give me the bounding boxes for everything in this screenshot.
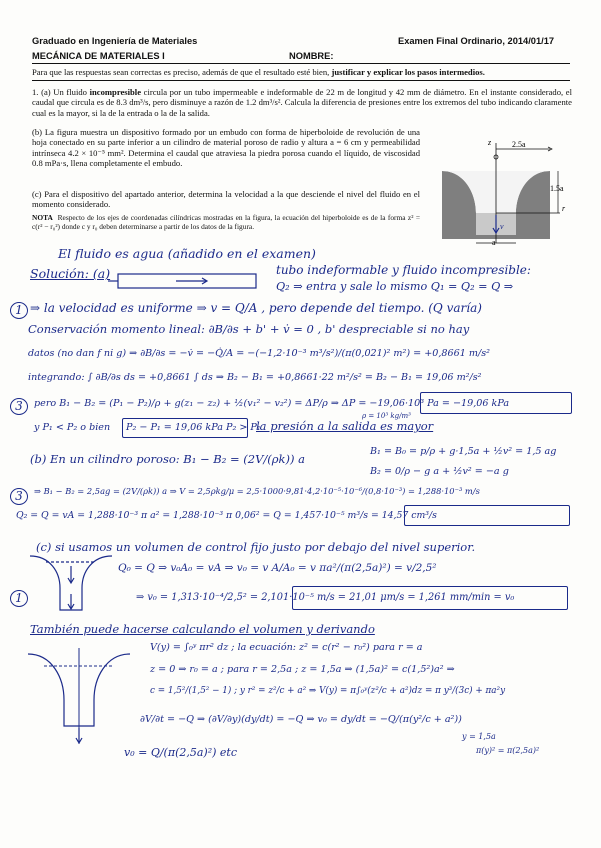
hw-line-12: ⇒ B₁ − B₂ = 2,5ag = (2V/(ρk)) a ⇒ V = 2,5ρkg/μ = 2,5·1000·9,81·4,2·10⁻⁵·10⁻⁶/(0,8·10⁻³) = 1,288·10⁻³ m/s — [34, 486, 480, 496]
instructions-rule — [32, 80, 570, 81]
part-b-statement: (b) La figura muestra un dispositivo formado por un embudo con forma de hiperboloide de revolución de una hoja conectado en su parte inferior a un cilindro de material poroso de radio y altura a = 6 cm y permeabilidad intrínseca 4.2 × 10⁻⁵ mm². Determina el caudal que atraviesa la piedra porosa cuando el líquido, de viscosidad 0.8 mPa·s, llena completamente el embudo. — [32, 127, 420, 168]
funnel-figure — [436, 135, 571, 245]
hw-line-13: Q₂ = Q = vA = 1,288·10⁻³ π a² = 1,288·10⁻³ π 0,06² = Q = 1,457·10⁻⁵ m³/s = 14,57 cm³/s — [16, 510, 437, 521]
hw-line-16: ⇒ v₀ = 1,313·10⁻⁴/2,5² = 2,101·10⁻⁵ m/s = 21,01 μm/s = 1,261 mm/min = v₀ — [136, 592, 515, 603]
note-label: NOTA — [32, 213, 53, 222]
result-box-a — [420, 392, 572, 414]
hw-line-11: B₂ = 0/ρ − g a + ½v² = −a g — [370, 466, 509, 477]
hw-line-3: Q₂ ⇒ entra y sale lo mismo Q₁ = Q₂ = Q ⇒ — [276, 280, 514, 293]
result-box-a2 — [122, 418, 248, 438]
part-a-prefix: 1. (a) Un fluido — [32, 87, 90, 97]
hw-line-6: datos (no dan f ni g) ⇒ ∂B/∂s = −v̇ = −Q̇/A = −(−1,2·10⁻³ m³/s²)/(π(0,021)² m²) = +0,8661 m/s² — [28, 348, 490, 359]
course-title: MECÁNICA DE MATERIALES I — [32, 51, 165, 61]
hw-line-22b: π(y)² = π(2,5a)² — [476, 746, 540, 755]
hw-line-21: ∂V/∂t = −Q ⇒ (∂V/∂y)(dy/dt) = −Q ⇒ v₀ = dy/dt = −Q/(π(y²/c + a²)) — [140, 714, 462, 725]
circled-mark-4: 1 — [10, 590, 28, 607]
axis-z-label: z — [488, 138, 492, 147]
dim-top-label: 2.5a — [512, 140, 526, 149]
hw-line-21b: y = 1,5a — [462, 732, 496, 741]
instructions-bold: justificar y explicar los pasos intermedios. — [331, 67, 485, 77]
dim-bottom-label: a — [492, 238, 496, 245]
circled-mark-2: 3 — [10, 398, 28, 415]
part-c-statement: (c) Para el dispositivo del apartado anterior, determina la velocidad a la que desciende el nivel del fluido en el momento considerado. — [32, 189, 420, 210]
exam-title: Examen Final Ordinario, 2014/01/17 — [398, 36, 555, 46]
instructions — [32, 67, 572, 77]
instructions-text: Para que las respuestas sean correctas es preciso, además de que el resultado esté bien, — [32, 67, 332, 77]
hw-line-5: Conservación momento lineal: ∂B/∂s + b' + v̇ = 0 , b' despreciable si no hay — [28, 322, 470, 336]
hw-line-18: V(y) = ∫₀ʸ πr² dz ; la ecuación: z² = c(r² − r₀²) para r = a — [150, 642, 423, 653]
hw-line-10a: (b) En un cilindro poroso: B₁ − B₂ = (2V/(ρk)) a — [30, 452, 305, 466]
hw-line-10b: B₁ = B₀ = p/ρ + g·1,5a + ½v² = 1,5 ag — [370, 446, 557, 457]
degree-title: Graduado en Ingeniería de Materiales — [32, 36, 198, 46]
part-a-text: circula por un tubo impermeable e indeformable de 22 m de longitud y 42 mm de diámetro. En el instante considerado, el caudal que circula es de 8.3 dm³/s, pero disminuye a razón de 1.2 dm³/s². Calcula la diferencia de presiones entre los extremos del tubo indicando claramente cual es la mayor, si la de la entrada o la de la salida. — [32, 87, 573, 118]
circled-mark-1: 1 — [10, 302, 28, 319]
hw-line-14: (c) si usamos un volumen de control fijo justo por debajo del nivel superior. — [36, 540, 476, 554]
circled-mark-3: 3 — [10, 488, 28, 505]
hw-line-9c: la presión a la salida es mayor — [256, 419, 434, 433]
pipe-sketch — [106, 270, 266, 294]
hw-line-9b: P₂ − P₁ = 19,06 kPa P₂ > P₁ — [126, 422, 261, 433]
result-box-c — [292, 586, 568, 610]
funnel-sketch-2 — [24, 644, 134, 748]
control-volume-sketch — [26, 548, 116, 616]
hw-line-20: c = 1,5²/(1,5² − 1) ; y r² = z²/c + a² ⇒ V(y) = π∫₀ʸ(z²/c + a²)dz = π y³/(3c) + πa²y — [150, 686, 506, 696]
hw-line-4: ⇒ la velocidad es uniforme ⇒ v = Q/A , pero depende del tiempo. (Q varía) — [30, 301, 482, 315]
hw-line-2: tubo indeformable y fluido incompresible: — [276, 263, 531, 277]
hw-fluid-note: El fluido es agua (añadido en el examen) — [58, 246, 316, 261]
axis-r-label: r — [562, 204, 566, 213]
note — [32, 213, 420, 231]
hw-density: ρ = 10³ kg/m³ — [362, 412, 411, 420]
hw-line-19: z = 0 ⇒ r₀ = a ; para r = 2,5a ; z = 1,5a ⇒ (1,5a)² = c(1,5²)a² ⇒ — [150, 664, 455, 675]
hw-line-17: También puede hacerse calculando el volumen y derivando — [30, 622, 375, 636]
velocity-label: v — [500, 222, 504, 231]
hw-line-22: v₀ = Q/(π(2,5a)²) etc — [124, 746, 238, 759]
part-a-statement — [32, 87, 572, 118]
hw-line-9a: y P₁ < P₂ o bien — [34, 422, 111, 433]
header-rule — [32, 63, 570, 64]
hw-solution-a: Solución: (a) — [30, 266, 111, 281]
result-box-b — [404, 505, 570, 526]
dim-side-label: 1.5a — [550, 184, 564, 193]
note-text: Respecto de los ejes de coordenadas cilíndricas mostradas en la figura, la ecuación del hiperboloide es de la forma z² = c(r² − r₀²) donde c y r₀ deben determinarse a partir de los datos de la figura. — [32, 213, 420, 231]
hw-line-8: pero B₁ − B₂ = (P₁ − P₂)/ρ + g(z₁ − z₂) + ½(v₁² − v₂²) = ΔP/ρ ⇒ ΔP = −19,06·10³ Pa = −19,06 kPa — [34, 398, 510, 409]
part-a-bold: incompresible — [89, 87, 142, 97]
name-label: NOMBRE: — [289, 51, 334, 61]
hw-line-7: integrando: ∫ ∂B/∂s ds = +0,8661 ∫ ds ⇒ B₂ − B₁ = +0,8661·22 m²/s² = B₂ − B₁ = 19,06 m²/s² — [28, 372, 482, 383]
hw-line-15: Q₀ = Q ⇒ v₀A₀ = vA ⇒ v₀ = v A/A₀ = v πa²/(π(2,5a)²) = v/2,5² — [118, 562, 437, 574]
